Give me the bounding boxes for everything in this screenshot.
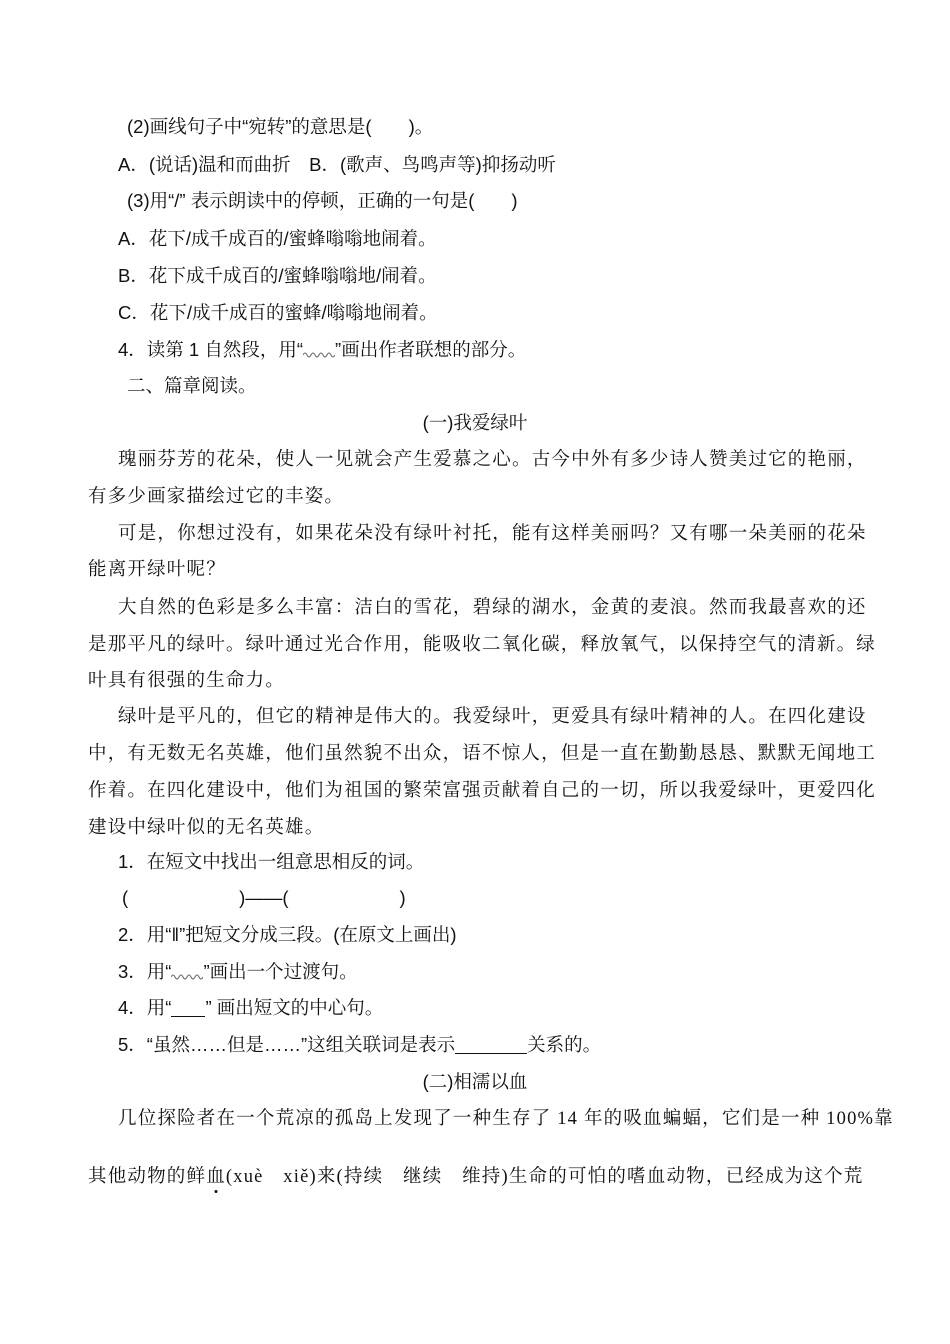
question-5-text-post: 关系的。 bbox=[527, 1034, 602, 1055]
part-2-heading: 二、篇章阅读。 bbox=[127, 375, 257, 396]
question-4-section1 bbox=[118, 338, 526, 362]
passage-1-question-1-blank: ( )——( ) bbox=[122, 887, 406, 908]
question-3-text-post: ”画出一个过渡句。 bbox=[203, 961, 358, 982]
passage-2-title: (二)相濡以血 bbox=[422, 1071, 528, 1092]
underline-mark bbox=[171, 1002, 205, 1017]
passage-1-line: 中，有无数无名英雄，他们虽然貌不出众，语不惊人，但是一直在勤勤恳恳、默默无闻地工 bbox=[88, 744, 877, 764]
passage-1-line: 是那平凡的绿叶。绿叶通过光合作用，能吸收二氧化碳，释放氧气，以保持空气的清新。绿 bbox=[88, 635, 877, 655]
passage-1-question-3 bbox=[118, 960, 358, 984]
question-3-3-option-a: A．花下/成千成百的/蜜蜂嗡嗡地闹着。 bbox=[118, 228, 437, 249]
answer-blank[interactable] bbox=[455, 1037, 527, 1054]
passage-2-line-post: (xuè xiě)来(持续 继续 维持)生命的可怕的嗜血动物，已经成为这个荒 bbox=[225, 1167, 864, 1187]
wavy-line-icon bbox=[303, 350, 335, 358]
question-3-3: (3)用“/” 表示朗读中的停顿，正确的一句是( ) bbox=[127, 190, 518, 211]
question-3-2-options: A．(说话)温和而曲折 B．(歌声、鸟鸣声等)抑扬动听 bbox=[118, 154, 556, 175]
question-5-text-pre: 5．“虽然……但是……”这组关联词是表示 bbox=[118, 1034, 456, 1055]
question-3-3-option-b: B．花下成千成百的/蜜蜂嗡嗡地/闹着。 bbox=[118, 265, 437, 286]
passage-1-question-1: 1．在短文中找出一组意思相反的词。 bbox=[118, 851, 425, 872]
passage-1-line: 绿叶是平凡的，但它的精神是伟大的。我爱绿叶，更爱具有绿叶精神的人。在四化建设 bbox=[118, 707, 867, 727]
wavy-line-icon bbox=[171, 972, 203, 980]
passage-2-line-pre: 其他动物的鲜 bbox=[88, 1167, 207, 1187]
passage-1-line: 有多少画家描绘过它的丰姿。 bbox=[88, 487, 345, 507]
passage-1-question-4 bbox=[118, 996, 383, 1020]
passage-2-line: 几位探险者在一个荒凉的孤岛上发现了一种生存了 14 年的吸血蝙蝠，它们是一种 100%靠 bbox=[118, 1109, 894, 1129]
question-3-2: (2)画线句子中“宛转”的意思是( )。 bbox=[127, 116, 434, 137]
passage-1-line: 能离开绿叶呢？ bbox=[88, 560, 226, 580]
question-4-text-post: ”画出作者联想的部分。 bbox=[335, 339, 527, 360]
question-4-text-post: ” 画出短文的中心句。 bbox=[205, 997, 384, 1018]
question-4-text-pre: 4．用“ bbox=[118, 997, 172, 1018]
passage-1-line: 叶具有很强的生命力。 bbox=[88, 671, 286, 691]
passage-1-line: 建设中绿叶似的无名英雄。 bbox=[88, 818, 325, 838]
passage-1-question-2: 2．用“‖”把短文分成三段。(在原文上画出) bbox=[118, 924, 457, 945]
passage-1-line: 瑰丽芬芳的花朵，使人一见就会产生爱慕之心。古今中外有多少诗人赞美过它的艳丽， bbox=[118, 450, 867, 470]
emphasis-dot-character: 血 bbox=[206, 1167, 226, 1187]
passage-1-title: (一)我爱绿叶 bbox=[422, 412, 528, 433]
question-3-3-option-c: C．花下/成千成百的蜜蜂/嗡嗡地闹着。 bbox=[118, 302, 438, 323]
passage-1-line: 可是，你想过没有，如果花朵没有绿叶衬托，能有这样美丽吗？又有哪一朵美丽的花朵 bbox=[118, 524, 867, 544]
passage-2-line bbox=[88, 1165, 863, 1189]
passage-1-line: 大自然的色彩是多么丰富：洁白的雪花，碧绿的湖水，金黄的麦浪。然而我最喜欢的还 bbox=[118, 598, 867, 618]
passage-1-question-5 bbox=[118, 1033, 601, 1057]
question-3-text-pre: 3．用“ bbox=[118, 961, 172, 982]
passage-1-line: 作着。在四化建设中，他们为祖国的繁荣富强贡献着自己的一切，所以我爱绿叶，更爱四化 bbox=[88, 781, 877, 801]
question-4-text-pre: 4．读第 1 自然段，用“ bbox=[118, 339, 304, 360]
